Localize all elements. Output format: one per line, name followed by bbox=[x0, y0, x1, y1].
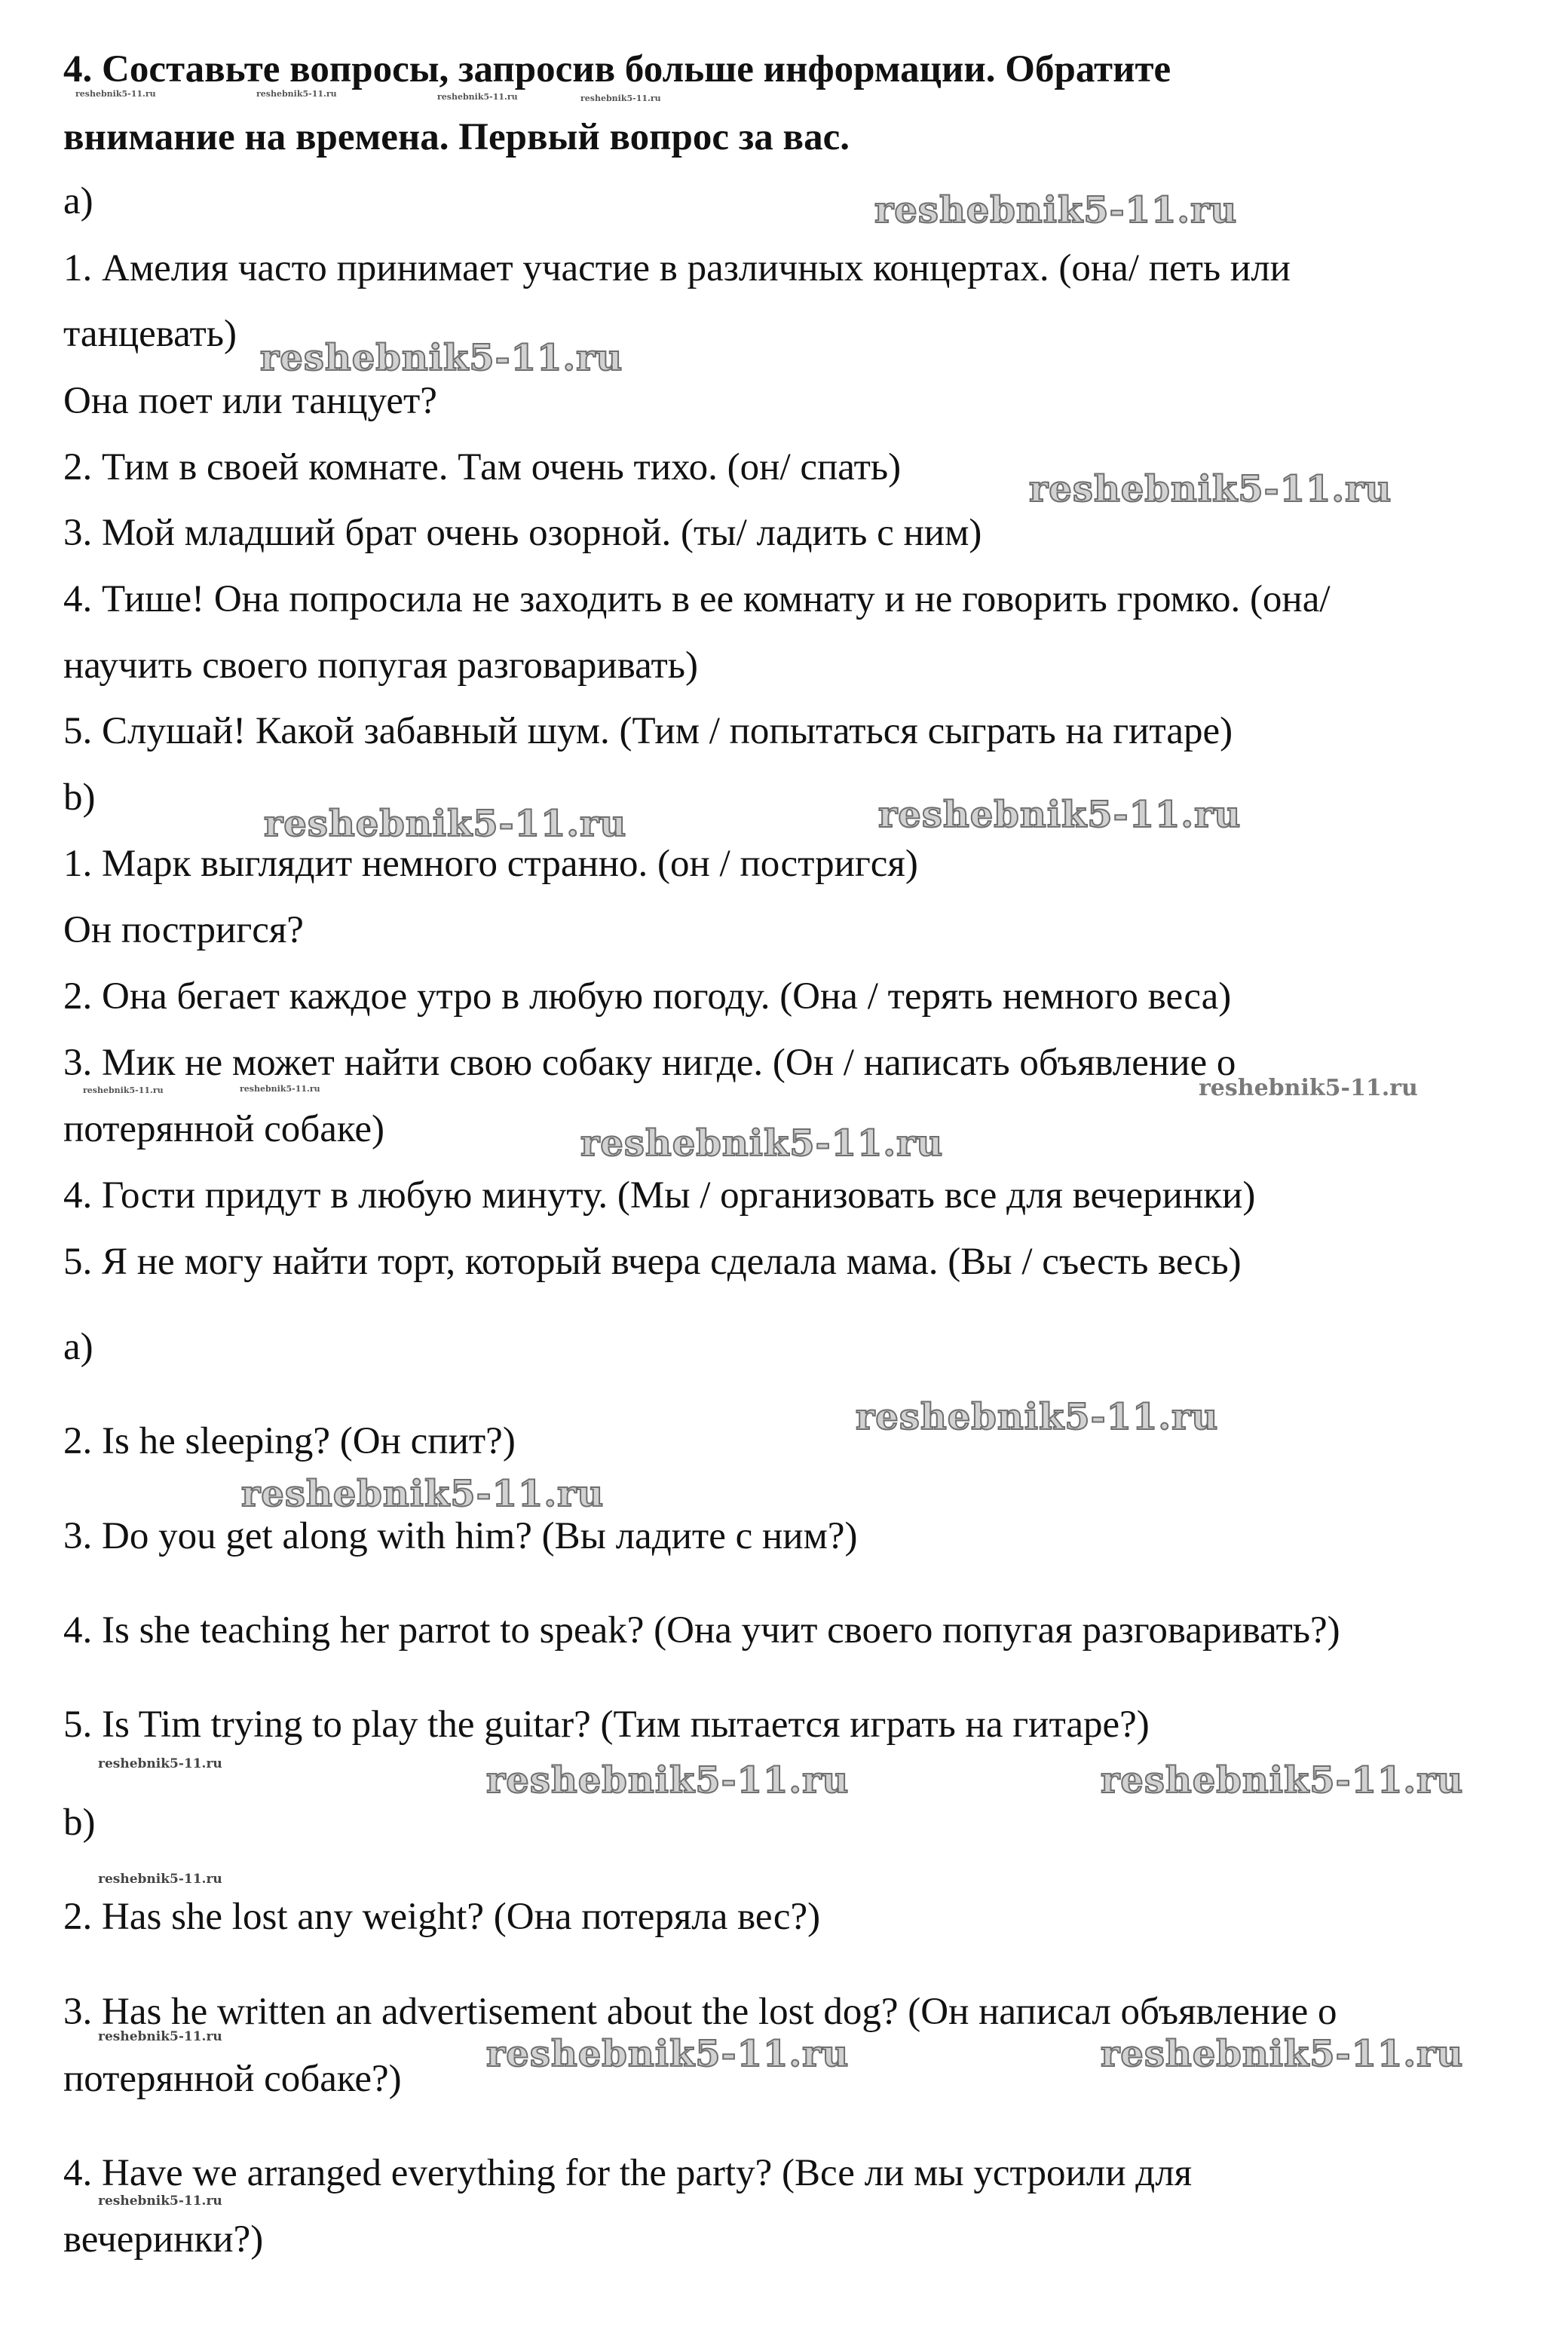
exercise-a-line: научить своего попугая разговаривать) bbox=[63, 644, 698, 687]
watermark: reshebnik5-11.ru bbox=[1101, 1759, 1464, 1802]
answer-a-line: 3. Do you get along with him? (Вы ладите с ним?) bbox=[63, 1515, 858, 1557]
exercise-a-line: Она поет или танцует? bbox=[63, 380, 437, 422]
watermark: reshebnik5-11.ru bbox=[486, 1759, 850, 1802]
watermark: reshebnik5-11.ru bbox=[580, 93, 661, 103]
watermark: reshebnik5-11.ru bbox=[240, 1084, 320, 1094]
exercise-b-line: 5. Я не могу найти торт, который вчера сделала мама. (Вы / съесть весь) bbox=[63, 1241, 1242, 1283]
exercise-b-line: 3. Мик не может найти свою собаку нигде. (Он / написать объявление о bbox=[63, 1042, 1236, 1084]
exercise-b-line: Он постригся? bbox=[63, 909, 304, 951]
watermark: reshebnik5-11.ru bbox=[256, 89, 337, 99]
exercise-b-line: 2. Она бегает каждое утро в любую погоду. (Она / терять немного веса) bbox=[63, 975, 1232, 1018]
task-title-line-2: внимание на времена. Первый вопрос за вас. bbox=[63, 116, 850, 158]
exercise-b-line: 4. Гости придут в любую минуту. (Мы / организовать все для вечеринки) bbox=[63, 1174, 1256, 1217]
answer-b-line: 4. Have we arranged everything for the party? (Все ли мы устроили для bbox=[63, 2152, 1193, 2194]
exercise-a-line: 3. Мой младший брат очень озорной. (ты/ ладить с ним) bbox=[63, 512, 982, 554]
exercise-a-line: 2. Тим в своей комнате. Там очень тихо. (он/ спать) bbox=[63, 446, 902, 488]
watermark: reshebnik5-11.ru bbox=[580, 1122, 944, 1165]
answer-b-line: вечеринки?) bbox=[63, 2218, 264, 2261]
watermark: reshebnik5-11.ru bbox=[98, 2029, 222, 2044]
exercise-section-b-label: b) bbox=[63, 776, 96, 819]
exercise-section-a-label: a) bbox=[63, 180, 93, 222]
watermark: reshebnik5-11.ru bbox=[98, 1756, 222, 1771]
exercise-b-line: 1. Марк выглядит немного странно. (он / постригся) bbox=[63, 843, 918, 885]
answer-b-line: потерянной собаке?) bbox=[63, 2058, 402, 2100]
watermark: reshebnik5-11.ru bbox=[1199, 1075, 1418, 1101]
watermark: reshebnik5-11.ru bbox=[878, 794, 1242, 836]
watermark: reshebnik5-11.ru bbox=[1101, 2033, 1464, 2075]
answer-b-line: 3. Has he written an advertisement about the lost dog? (Он написал объявление о bbox=[63, 1991, 1337, 2033]
watermark: reshebnik5-11.ru bbox=[874, 189, 1238, 231]
answers-section-a-label: a) bbox=[63, 1326, 93, 1368]
watermark: reshebnik5-11.ru bbox=[437, 92, 518, 102]
exercise-a-line: танцевать) bbox=[63, 313, 237, 355]
answer-b-line: 2. Has she lost any weight? (Она потеряла вес?) bbox=[63, 1896, 821, 1938]
exercise-a-line: 1. Амелия часто принимает участие в различных концертах. (она/ петь или bbox=[63, 247, 1291, 289]
watermark: reshebnik5-11.ru bbox=[75, 89, 156, 99]
answer-a-line: 2. Is he sleeping? (Он спит?) bbox=[63, 1420, 516, 1462]
watermark: reshebnik5-11.ru bbox=[264, 803, 627, 845]
exercise-a-line: 4. Тише! Она попросила не заходить в ее комнату и не говорить громко. (она/ bbox=[63, 578, 1331, 620]
watermark: reshebnik5-11.ru bbox=[98, 2193, 222, 2209]
watermark: reshebnik5-11.ru bbox=[241, 1473, 605, 1515]
watermark: reshebnik5-11.ru bbox=[83, 1085, 164, 1095]
watermark: reshebnik5-11.ru bbox=[260, 337, 623, 379]
watermark: reshebnik5-11.ru bbox=[1029, 468, 1392, 510]
watermark: reshebnik5-11.ru bbox=[856, 1396, 1219, 1438]
watermark: reshebnik5-11.ru bbox=[98, 1872, 222, 1887]
exercise-b-line: потерянной собаке) bbox=[63, 1108, 384, 1150]
watermark: reshebnik5-11.ru bbox=[486, 2033, 850, 2075]
answers-section-b-label: b) bbox=[63, 1802, 96, 1844]
answer-a-line: 5. Is Tim trying to play the guitar? (Тим пытается играть на гитаре?) bbox=[63, 1704, 1150, 1746]
answer-a-line: 4. Is she teaching her parrot to speak? (Она учит своего попугая разговаривать?) bbox=[63, 1609, 1340, 1652]
exercise-a-line: 5. Слушай! Какой забавный шум. (Тим / попытаться сыграть на гитаре) bbox=[63, 710, 1233, 752]
task-title-line-1: 4. Составьте вопросы, запросив больше информации. Обратите bbox=[63, 48, 1171, 90]
